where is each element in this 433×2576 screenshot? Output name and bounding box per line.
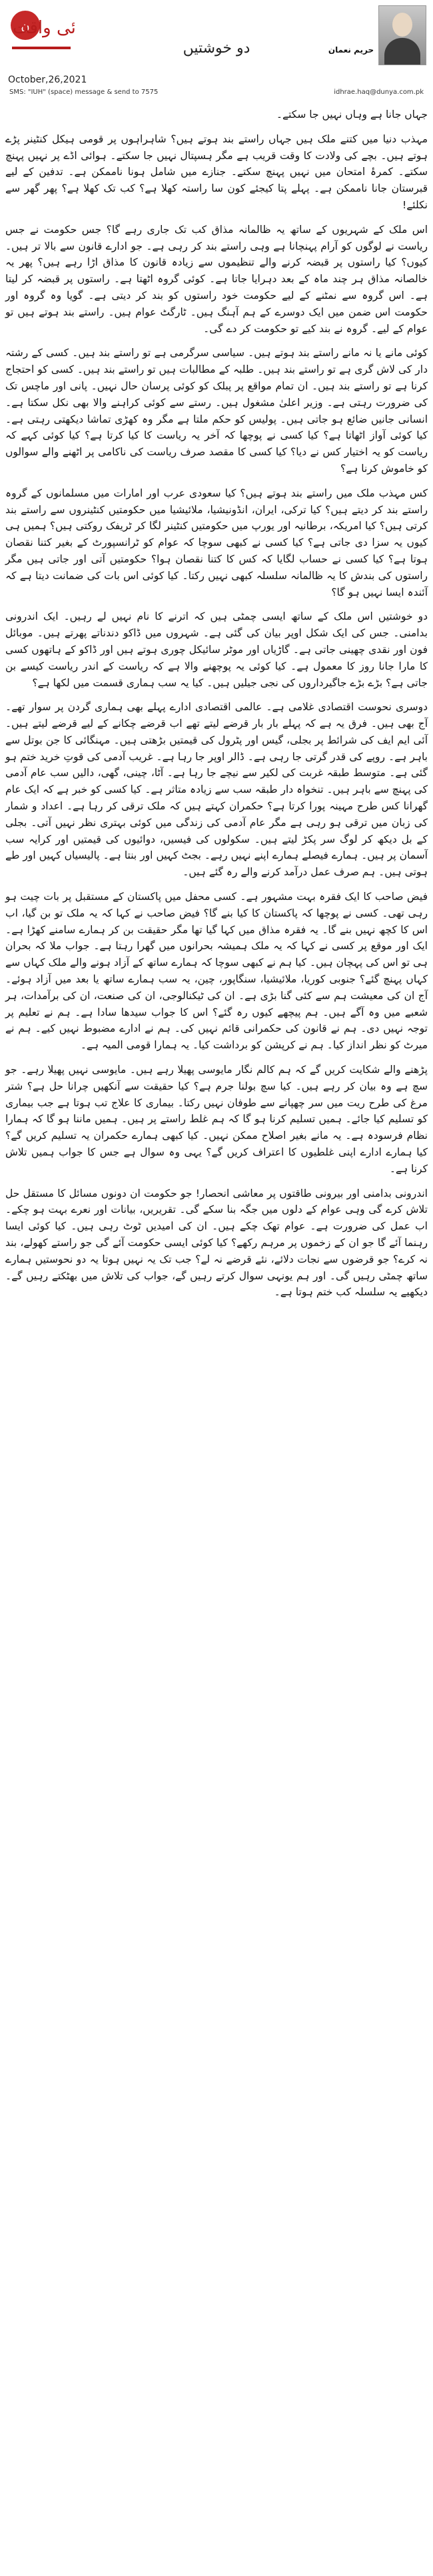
column-header (0, 0, 433, 100)
column-title: دو خوشتیں (183, 40, 250, 57)
email-link[interactable]: idhrae.haq@dunya.com.pk (334, 89, 424, 96)
author-badge (326, 5, 426, 67)
newspaper-logo (8, 5, 75, 65)
paragraph: کوئی مانے یا نہ مانے راستے بند ہوتے ہیں۔ سیاسی سرگرمی ہے تو راستے بند ہیں۔ کسی کے رشتہ دار کی لاش گری ہے تو راستے بند ہیں۔ طلبہ کے مطالبات ہیں تو راستے بند ہیں۔ کسی کو احتجاج کرنا ہے تو راستے بند ہیں۔ ان تمام مواقع پر پبلک کو کوئی پرسان حال نہیں۔ پانی اور ماچس تک کی ضرورت رہتی ہے۔ وزیر اعلیٰ مشغول ہیں۔ رستے سے کوئی کراہنے والا بھی نکل سکتا ہے۔ انسانی جانیں ضائع ہو جاتی ہیں۔ پولیس کو حکم ملتا ہے مگر وہ کھڑی تماشا دیکھتی رہتی ہے۔ کیا کوئی آواز اٹھاتا ہے؟ کیا کسی نے پوچھا کہ آخر یہ ریاست کا کیا کرتا ہے؟ کیا کوئی کہے کہ ریاست کو یہ اختیار کس نے دیا؟ کیا کسی کا مقصد صرف ریاست کی ناکامی پر اٹھنے والے سوالوں کو خاموش کرنا ہے؟ (5, 347, 428, 475)
sms-note: SMS: "IUH" (space) message & send to 7575 (9, 89, 159, 96)
meta-bar (5, 88, 428, 99)
publish-date: October,26,2021 (8, 75, 87, 85)
paragraph: دو خوشتیں اس ملک کے ساتھ ایسی چمٹی ہیں کہ اترنے کا نام نہیں لے رہیں۔ ایک اندرونی بدامنی۔ جس کی ایک شکل اوپر بیان کی گئی ہے۔ شہروں میں ڈاکو دندناتے پھرتے ہیں۔ موبائل فون اور نقدی چھینی جاتی ہے۔ گاڑیاں اور موٹر سائیکل چوری ہوتے ہیں اور ڈاکو کے ہاتھوں کسی کا مارا جانا روز کا معمول ہے۔ کیا کوئی یہ پوچھنے والا ہے کہ ریاست کے اندر ریاست کیسے بن جاتی ہے؟ بڑے بڑے جاگیرداروں کی نجی جیلیں ہیں۔ کیا یہ سب ہماری قسمت میں لکھا ہے؟ (5, 610, 428, 689)
paragraph: مہذب دنیا میں کتنے ملک ہیں جہاں راستے بند ہوتے ہیں؟ شاہراہوں پر قومی ہیکل کنٹینر پڑے ہوتے ہیں۔ بچے کی ولادت کا وقت قریب ہے مگر ہسپتال نہیں جا سکتے۔ ہوائی اڈے پر نہیں پہنچ سکتے۔ کمرۂ امتحان میں نہیں پہنچ سکتے۔ جنازے میں شامل ہونا ناممکن ہے۔ تدفین کے لیے قبرستان جانا ناممکن ہے۔ پہلے پتا کیجئے کون سا راستہ کھلا ہے؟ کب تک کھلا ہے؟ پھر گھر سے نکلئے! (5, 132, 428, 211)
paragraph: کس مہذب ملک میں راستے بند ہوتے ہیں؟ کیا سعودی عرب اور امارات میں مسلمانوں کے گروہ راستے بند کر دیتے ہیں؟ کیا ترکی، ایران، انڈونیشیا، ملائیشیا میں حکومتیں کنٹینروں سے راستے بند کرتی ہیں؟ کیا امریکہ، برطانیہ اور یورپ میں حکومتیں کنٹینر لگا کر ٹریفک روکتی ہیں؟ ہمیں ہی کیوں یہ سزا دی جاتی ہے؟ کیا کسی نے کبھی سوچا کہ عوام کو ٹرانسپورٹ کے بغیر کتنا نقصان ہوتا ہے؟ کیا کسی نے حساب لگایا کہ کس کا کتنا نقصان ہوا؟ حکومتیں آتی اور جاتی ہیں مگر راستوں کی بندش کا یہ ظالمانہ سلسلہ کبھی نہیں رکتا۔ کیا کوئی اس بات کی ضمانت دیتا ہے کہ آئندہ ایسا نہیں ہو گا؟ (5, 487, 428, 598)
paragraph: پڑھنے والے شکایت کریں گے کہ ہم کالم نگار مایوسی پھیلا رہے ہیں۔ مایوسی نہیں پھیلا رہے۔ جو سچ ہے وہ بیان کر رہے ہیں۔ کیا سچ بولنا جرم ہے؟ کیا حقیقت سے آنکھیں چرانا حل ہے؟ شتر مرغ کی طرح ریت میں سر چھپانے سے طوفان نہیں رکتا۔ بیماری کا علاج تب ہوتا ہے جب بیماری کو تسلیم کیا جائے۔ ہمیں تسلیم کرنا ہو گا کہ ہم غلط راستے پر ہیں۔ ہمیں ماننا ہو گا کہ ہمارا نظام فرسودہ ہے۔ یہ مانے بغیر اصلاح ممکن نہیں۔ کیا کبھی ہمارے حکمران یہ تسلیم کریں گے؟ کیا ہمارے ادارے اپنی غلطیوں کا اعتراف کریں گے؟ یہی وہ سوال ہے جس کا جواب ہمیں تلاش کرنا ہے۔ (5, 1064, 428, 1175)
logo-text: ئی واقت (12, 18, 75, 38)
paragraph: اس ملک کے شہریوں کے ساتھ یہ ظالمانہ مذاق کب تک جاری رہے گا؟ جس حکومت نے جس ریاست نے لوگوں کو آرام پہنچانا ہے وہی راستے بند کر رہی ہے۔ جو ادارے قانون سے بالا تر ہیں۔ کیوں؟ کیا راستوں پر قبضہ کرنے والے تنظیموں سے زیادہ قانون کا مذاق اڑا رہے ہیں؟ پھر یہ خالصانہ مذاق ہر چند ماہ کے بعد دہرایا جاتا ہے۔ کوئی گروہ اٹھتا ہے۔ راستوں پر قبضہ کر لیتا ہے۔ اس گروہ سے نمٹنے کے لیے حکومت خود راستوں کو بند کر دیتی ہے۔ گویا وہ گروہ اور حکومت اس ضمن میں ایک دوسرے کے ہم آہنگ ہیں۔ ٹارگٹ عوام ہیں۔ راستے بند ہوتے ہیں تو عوام کے لیے۔ گروہ نے بند کیے تو حکومت کر دے گی۔ (5, 223, 428, 335)
svg-text:ن: ن (21, 19, 30, 33)
author-name: حریم نعمان (328, 45, 374, 55)
paragraph: فیض صاحب کا ایک فقرہ بہت مشہور ہے۔ کسی محفل میں پاکستان کے مستقبل پر بات چیت ہو رہی تھی۔ کسی نے پوچھا کہ پاکستان کا کیا بنے گا؟ فیض صاحب نے کہا کہ یہ ملک تو بن گیا، اب اس کا کچھ نہیں بنے گا۔ یہ فقرہ مذاق میں کہا گیا تھا مگر حقیقت بن کر ہمارے سامنے کھڑا ہے۔ ایک اور موقع پر کسی نے کہا کہ یہ ملک ہمیشہ بحرانوں میں گھرا رہتا ہے۔ جواب ملا کہ بحران ہی تو اس کی پہچان ہیں۔ کیا ہم نے کبھی سوچا کہ ہمارے ساتھ کے آزاد ہونے والے ملک کہاں سے کہاں پہنچ گئے؟ جنوبی کوریا، ملائیشیا، سنگاپور، چین، یہ سب ہمارے ساتھ یا بعد میں آزاد ہوئے۔ آج ان کی معیشت ہم سے کئی گنا بڑی ہے۔ ان کی ٹیکنالوجی، ان کی صنعت، ان کی برآمدات، ہر شعبے میں وہ آگے ہیں۔ ہم پیچھے کیوں رہ گئے؟ اس کا جواب سیدھا سادا ہے۔ ہم نے تعلیم پر توجہ نہیں دی۔ ہم نے قانون کی حکمرانی قائم نہیں کی۔ ہم نے ادارے مضبوط نہیں کیے۔ ہم نے میرٹ کو نظر انداز کیا۔ ہم نے کرپشن کو برداشت کیا۔ یہ ہمارا قومی المیہ ہے۔ (5, 891, 428, 1052)
paragraph: جہاں جانا ہے وہاں نہیں جا سکتے۔ (276, 108, 428, 120)
author-photo (378, 5, 426, 65)
paragraph: اندرونی بدامنی اور بیرونی طاقتوں پر معاشی انحصار! جو حکومت ان دونوں مسائل کا مستقل حل تلاش کرے گی وہی عوام کے دلوں میں جگہ بنا سکے گی۔ تقریریں، بیانات اور نعرے بہت ہو چکے۔ اب عمل کی ضرورت ہے۔ عوام تھک چکے ہیں۔ ان کی امیدیں ٹوٹ رہی ہیں۔ کیا کوئی ایسا رہنما آئے گا جو ان کے زخموں پر مرہم رکھے؟ کیا کوئی ایسی حکومت آئے گی جو راستے کھولے، بند نہ کرے؟ جو قرضوں سے نجات دلائے، نئے قرضے نہ لے؟ جب تک یہ نہیں ہوتا یہ دو نحوستیں ہمارے ساتھ چمٹی رہیں گی۔ اور ہم یونہی سوال کرتے رہیں گے، جواب کی تلاش میں بھٹکتے رہیں گے۔ دیکھیے یہ سلسلہ کب ختم ہوتا ہے۔ (5, 1187, 428, 1299)
logo-emblem-icon (8, 5, 75, 65)
paragraph: دوسری نحوست اقتصادی غلامی ہے۔ عالمی اقتصادی ادارے پہلے بھی ہماری گردن پر سوار تھے۔ آج بھی ہیں۔ فرق یہ ہے کہ پہلے بار بار قرضے لیتے تھے اب قرضے چکانے کے لیے قرضے لیتے ہیں۔ آئی ایم ایف کی شرائط پر بجلی، گیس اور پٹرول کی قیمتیں بڑھتی ہیں۔ مہنگائی کا جن بوتل سے باہر ہے۔ روپے کی قدر گرتی جا رہی ہے۔ ڈالر اوپر جا رہا ہے۔ غریب آدمی کی قوتِ خرید ختم ہو گئی ہے۔ متوسط طبقہ غربت کی لکیر سے نیچے جا رہا ہے۔ آٹا، چینی، گھی، دالیں سب عام آدمی کی پہنچ سے باہر ہیں۔ تنخواہ دار طبقہ سب سے زیادہ متاثر ہے۔ کیا کسی کو خبر ہے کہ ایک عام گھرانا کس طرح مہینہ پورا کرتا ہے؟ حکمران کہتے ہیں کہ ملک ترقی کر رہا ہے۔ اعداد و شمار کی زبان میں ترقی ہو رہی ہے مگر عام آدمی کی زندگی میں کوئی بہتری نظر نہیں آتی۔ بجلی کے بل دیکھ کر لوگ سر پکڑ لیتے ہیں۔ سکولوں کی فیسیں، دوائیوں کی قیمتیں اور کرایہ سب آسمان پر ہیں۔ ہمارے فیصلے ہمارے اپنے نہیں رہے۔ بجٹ کہیں اور بنتا ہے۔ پالیسیاں کہیں اور طے ہوتی ہیں۔ ہم صرف عمل درآمد کرنے والے رہ گئے ہیں۔ (5, 701, 428, 879)
article-body (5, 107, 428, 1309)
